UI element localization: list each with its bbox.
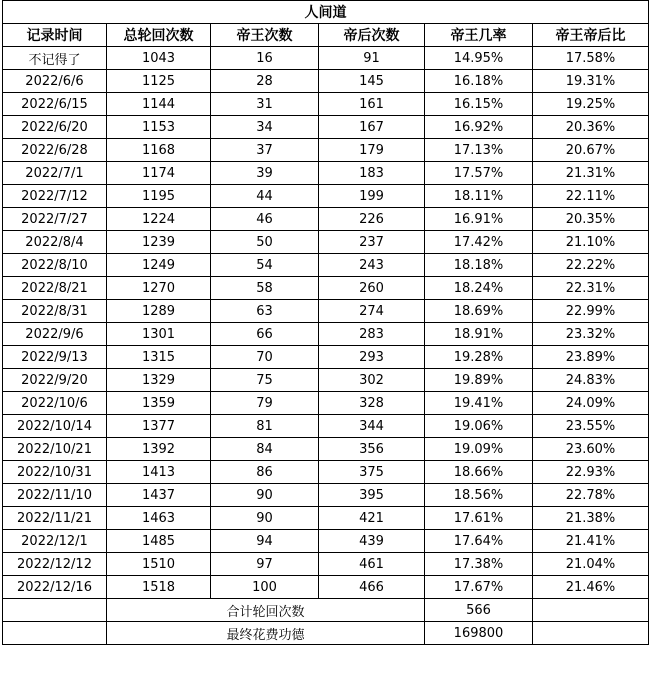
table-cell[interactable]: 17.42% [425, 231, 533, 254]
table-cell[interactable]: 161 [319, 93, 425, 116]
table-cell[interactable]: 199 [319, 185, 425, 208]
table-cell[interactable]: 283 [319, 323, 425, 346]
table-cell[interactable]: 183 [319, 162, 425, 185]
table-row [3, 277, 649, 300]
table-cell[interactable]: 16.15% [425, 93, 533, 116]
table-cell[interactable]: 1413 [107, 461, 211, 484]
table-cell[interactable]: 84 [211, 438, 319, 461]
table-cell[interactable]: 1195 [107, 185, 211, 208]
table-body [3, 47, 649, 599]
table-cell[interactable]: 243 [319, 254, 425, 277]
table-cell[interactable]: 17.61% [425, 507, 533, 530]
table-cell[interactable]: 22.31% [533, 277, 649, 300]
table-cell[interactable]: 24.83% [533, 369, 649, 392]
table-cell[interactable]: 2022/10/6 [3, 392, 107, 415]
table-cell[interactable]: 2022/6/6 [3, 70, 107, 93]
column-header[interactable]: 帝后次数 [319, 24, 425, 47]
table-cell[interactable]: 22.99% [533, 300, 649, 323]
table-cell[interactable]: 2022/10/31 [3, 461, 107, 484]
table-row [3, 93, 649, 116]
table-row [3, 116, 649, 139]
table-cell[interactable]: 17.38% [425, 553, 533, 576]
table-cell[interactable]: 19.09% [425, 438, 533, 461]
table-cell[interactable]: 167 [319, 116, 425, 139]
table-cell[interactable]: 375 [319, 461, 425, 484]
table-cell[interactable]: 237 [319, 231, 425, 254]
table-row [3, 484, 649, 507]
empty-cell[interactable] [533, 599, 649, 622]
table-cell[interactable]: 21.41% [533, 530, 649, 553]
table-cell[interactable]: 18.66% [425, 461, 533, 484]
table-cell[interactable]: 50 [211, 231, 319, 254]
table-footer [3, 599, 649, 645]
table-cell[interactable]: 24.09% [533, 392, 649, 415]
table-cell[interactable]: 145 [319, 70, 425, 93]
table-cell[interactable]: 34 [211, 116, 319, 139]
table-cell[interactable]: 18.69% [425, 300, 533, 323]
table-cell[interactable]: 17.67% [425, 576, 533, 599]
table-cell[interactable]: 466 [319, 576, 425, 599]
header-row [3, 24, 649, 47]
table-cell[interactable]: 23.55% [533, 415, 649, 438]
table-cell[interactable]: 18.24% [425, 277, 533, 300]
table-cell[interactable]: 16.18% [425, 70, 533, 93]
table-cell[interactable]: 2022/6/20 [3, 116, 107, 139]
table-cell[interactable]: 19.25% [533, 93, 649, 116]
table-cell[interactable]: 16.91% [425, 208, 533, 231]
table-cell[interactable]: 17.13% [425, 139, 533, 162]
table-cell[interactable]: 2022/9/6 [3, 323, 107, 346]
table-cell[interactable]: 81 [211, 415, 319, 438]
footer-label[interactable]: 合计轮回次数 [107, 599, 425, 622]
table-cell[interactable]: 1329 [107, 369, 211, 392]
table-cell[interactable]: 18.91% [425, 323, 533, 346]
table-row [3, 300, 649, 323]
table-cell[interactable]: 1270 [107, 277, 211, 300]
table-cell[interactable]: 44 [211, 185, 319, 208]
table-cell[interactable]: 2022/11/21 [3, 507, 107, 530]
table-row [3, 139, 649, 162]
table-cell[interactable]: 19.41% [425, 392, 533, 415]
table-row [3, 369, 649, 392]
table-cell[interactable]: 1315 [107, 346, 211, 369]
table-cell[interactable]: 63 [211, 300, 319, 323]
column-header[interactable]: 记录时间 [3, 24, 107, 47]
table-row [3, 530, 649, 553]
table-cell[interactable]: 2022/6/28 [3, 139, 107, 162]
table-cell[interactable]: 1174 [107, 162, 211, 185]
table-cell[interactable]: 2022/9/20 [3, 369, 107, 392]
table-cell[interactable]: 17.57% [425, 162, 533, 185]
table-cell[interactable]: 274 [319, 300, 425, 323]
table-cell[interactable]: 2022/12/1 [3, 530, 107, 553]
footer-row [3, 622, 649, 645]
table-cell[interactable]: 1224 [107, 208, 211, 231]
table-row [3, 438, 649, 461]
table-cell[interactable]: 16 [211, 47, 319, 70]
table-row [3, 507, 649, 530]
table-row [3, 162, 649, 185]
table-cell[interactable]: 100 [211, 576, 319, 599]
table-row [3, 185, 649, 208]
table-cell[interactable]: 226 [319, 208, 425, 231]
table-row [3, 461, 649, 484]
empty-cell[interactable] [3, 622, 107, 645]
table-row [3, 415, 649, 438]
table-cell[interactable]: 16.92% [425, 116, 533, 139]
table-cell[interactable]: 22.22% [533, 254, 649, 277]
table-cell[interactable]: 1168 [107, 139, 211, 162]
table-cell[interactable]: 439 [319, 530, 425, 553]
table-cell[interactable]: 86 [211, 461, 319, 484]
table-cell[interactable]: 23.32% [533, 323, 649, 346]
table-cell[interactable]: 1301 [107, 323, 211, 346]
column-header[interactable]: 帝王次数 [211, 24, 319, 47]
table-cell[interactable]: 75 [211, 369, 319, 392]
table-cell[interactable]: 1125 [107, 70, 211, 93]
table-cell[interactable]: 21.10% [533, 231, 649, 254]
table-cell[interactable]: 17.64% [425, 530, 533, 553]
table-cell[interactable]: 2022/7/1 [3, 162, 107, 185]
table-cell[interactable]: 58 [211, 277, 319, 300]
table-cell[interactable]: 1377 [107, 415, 211, 438]
table-row [3, 208, 649, 231]
table-cell[interactable]: 20.35% [533, 208, 649, 231]
table-cell[interactable]: 17.58% [533, 47, 649, 70]
table-cell[interactable]: 54 [211, 254, 319, 277]
footer-label[interactable]: 最终花费功德 [107, 622, 425, 645]
table-cell[interactable]: 79 [211, 392, 319, 415]
table-cell[interactable]: 22.78% [533, 484, 649, 507]
table-row [3, 323, 649, 346]
table-cell[interactable]: 18.11% [425, 185, 533, 208]
table-cell[interactable]: 328 [319, 392, 425, 415]
table-cell[interactable]: 97 [211, 553, 319, 576]
table-cell[interactable]: 395 [319, 484, 425, 507]
table-cell[interactable]: 2022/10/14 [3, 415, 107, 438]
table-cell[interactable]: 2022/8/10 [3, 254, 107, 277]
table-row [3, 47, 649, 70]
table-cell[interactable]: 2022/10/21 [3, 438, 107, 461]
table-cell[interactable]: 356 [319, 438, 425, 461]
table-cell[interactable]: 2022/12/16 [3, 576, 107, 599]
table-cell[interactable]: 22.11% [533, 185, 649, 208]
table-cell[interactable]: 90 [211, 484, 319, 507]
table-cell[interactable]: 2022/8/31 [3, 300, 107, 323]
table-cell[interactable]: 20.36% [533, 116, 649, 139]
table-cell[interactable]: 37 [211, 139, 319, 162]
footer-value[interactable]: 169800 [425, 622, 533, 645]
table-cell[interactable]: 94 [211, 530, 319, 553]
table-cell[interactable]: 20.67% [533, 139, 649, 162]
table-cell[interactable]: 260 [319, 277, 425, 300]
table-cell[interactable]: 2022/9/13 [3, 346, 107, 369]
table-cell[interactable]: 344 [319, 415, 425, 438]
table-cell[interactable]: 21.38% [533, 507, 649, 530]
table-cell[interactable]: 2022/12/12 [3, 553, 107, 576]
table-cell[interactable]: 1144 [107, 93, 211, 116]
table-cell[interactable]: 1289 [107, 300, 211, 323]
table-cell[interactable]: 179 [319, 139, 425, 162]
table-cell[interactable]: 18.18% [425, 254, 533, 277]
table-cell[interactable]: 19.06% [425, 415, 533, 438]
table-cell[interactable]: 1463 [107, 507, 211, 530]
table-row [3, 392, 649, 415]
table-cell[interactable]: 1153 [107, 116, 211, 139]
footer-row [3, 599, 649, 622]
table-cell[interactable]: 66 [211, 323, 319, 346]
table-cell[interactable]: 91 [319, 47, 425, 70]
table-cell[interactable]: 19.89% [425, 369, 533, 392]
table-cell[interactable]: 2022/8/4 [3, 231, 107, 254]
table-cell[interactable]: 70 [211, 346, 319, 369]
sheet-title[interactable]: 人间道 [3, 1, 649, 24]
table-cell[interactable]: 1437 [107, 484, 211, 507]
table-cell[interactable]: 46 [211, 208, 319, 231]
table-cell[interactable]: 21.04% [533, 553, 649, 576]
table-row [3, 553, 649, 576]
table-row [3, 231, 649, 254]
table-cell[interactable]: 21.31% [533, 162, 649, 185]
spreadsheet-table [2, 0, 649, 645]
table-cell[interactable]: 1043 [107, 47, 211, 70]
table-cell[interactable]: 2022/7/12 [3, 185, 107, 208]
table-cell[interactable]: 1510 [107, 553, 211, 576]
table-cell[interactable]: 19.28% [425, 346, 533, 369]
table-cell[interactable]: 23.89% [533, 346, 649, 369]
table-cell[interactable]: 461 [319, 553, 425, 576]
table-cell[interactable]: 21.46% [533, 576, 649, 599]
table-cell[interactable]: 1249 [107, 254, 211, 277]
table-row [3, 254, 649, 277]
table-cell[interactable]: 90 [211, 507, 319, 530]
table-cell[interactable]: 39 [211, 162, 319, 185]
column-header[interactable]: 帝王帝后比 [533, 24, 649, 47]
table-cell[interactable]: 293 [319, 346, 425, 369]
table-row [3, 346, 649, 369]
table-cell[interactable]: 1239 [107, 231, 211, 254]
table-cell[interactable]: 2022/6/15 [3, 93, 107, 116]
table-cell[interactable]: 22.93% [533, 461, 649, 484]
table-cell[interactable]: 2022/11/10 [3, 484, 107, 507]
table-cell[interactable]: 1359 [107, 392, 211, 415]
table-cell[interactable]: 28 [211, 70, 319, 93]
table-cell[interactable]: 不记得了 [3, 47, 107, 70]
table-cell[interactable]: 31 [211, 93, 319, 116]
table-cell[interactable]: 2022/7/27 [3, 208, 107, 231]
table-row [3, 70, 649, 93]
footer-value[interactable]: 566 [425, 599, 533, 622]
table-cell[interactable]: 302 [319, 369, 425, 392]
empty-cell[interactable] [533, 622, 649, 645]
table-cell[interactable]: 2022/8/21 [3, 277, 107, 300]
column-header[interactable]: 帝王几率 [425, 24, 533, 47]
table-cell[interactable]: 18.56% [425, 484, 533, 507]
table-cell[interactable]: 19.31% [533, 70, 649, 93]
column-header[interactable]: 总轮回次数 [107, 24, 211, 47]
table-cell[interactable]: 1518 [107, 576, 211, 599]
table-cell[interactable]: 23.60% [533, 438, 649, 461]
table-row [3, 576, 649, 599]
title-row [3, 1, 649, 24]
empty-cell[interactable] [3, 599, 107, 622]
table-cell[interactable]: 421 [319, 507, 425, 530]
table-cell[interactable]: 14.95% [425, 47, 533, 70]
table-cell[interactable]: 1485 [107, 530, 211, 553]
table-cell[interactable]: 1392 [107, 438, 211, 461]
